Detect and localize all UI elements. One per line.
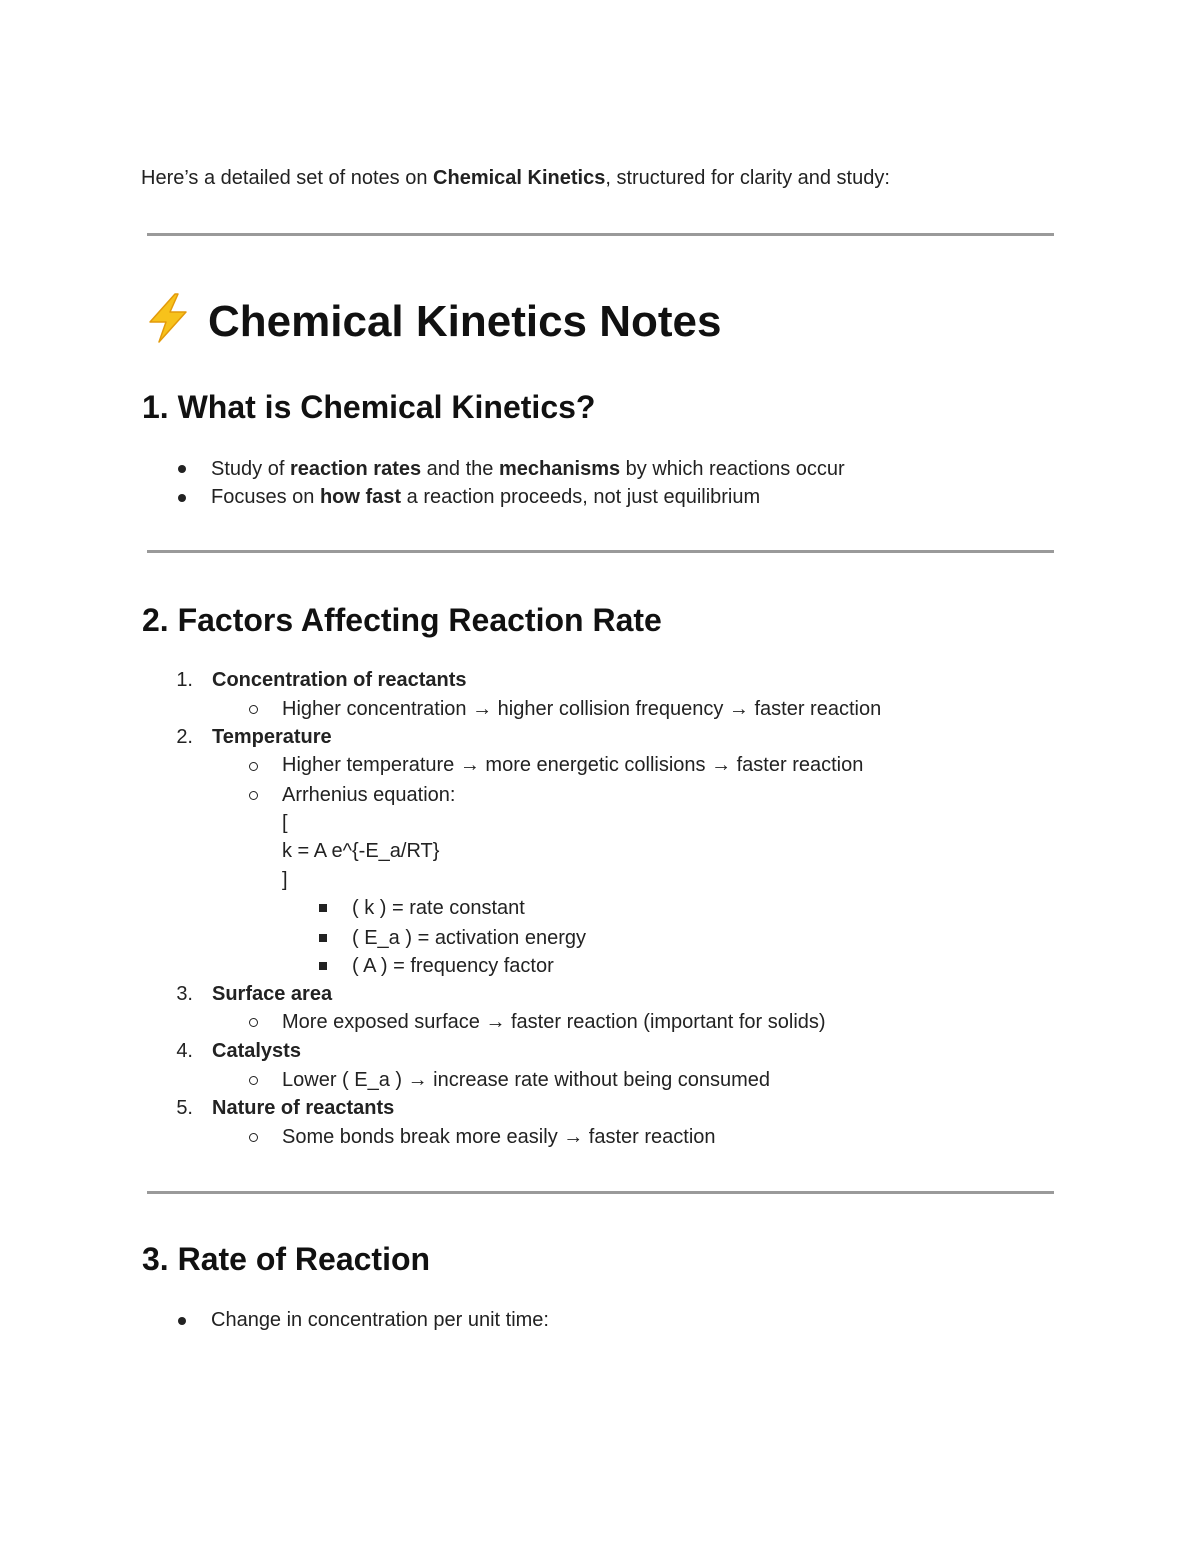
factor-label: Concentration of reactants [212,669,467,691]
bullet-square [319,934,327,942]
list-item: Focuses on how fast a reaction proceeds, not just equilibrium [211,486,761,508]
factor-label: Catalysts [212,1040,301,1062]
bullet-circle [249,705,258,714]
bullet-circle [249,1076,258,1085]
sub-item: Higher concentration → higher collision frequency → faster reaction [282,698,882,720]
sub-item: Higher temperature → more energetic collisions → faster reaction [282,754,864,776]
equation-line: ] [282,869,288,891]
list-number: 2. [176,726,193,748]
bullet-circle [249,1018,258,1027]
sub-item: Some bonds break more easily → faster reaction [282,1126,716,1148]
term-item: ( k ) = rate constant [352,897,525,919]
list-number: 3. [176,983,193,1005]
equation-line: [ [282,812,288,834]
horizontal-rule [147,1191,1054,1194]
section-2-heading: 2. Factors Affecting Reaction Rate [142,602,662,638]
horizontal-rule [147,550,1054,553]
sub-item: Lower ( E_a ) → increase rate without being consumed [282,1069,771,1091]
list-item: Change in concentration per unit time: [211,1309,549,1331]
bullet-disc [178,465,186,473]
section-1-heading: 1. What is Chemical Kinetics? [142,389,596,425]
bullet-square [319,962,327,970]
page-title-text: Chemical Kinetics Notes [208,297,722,346]
sub-item: More exposed surface → faster reaction (important for solids) [282,1011,826,1033]
intro-bold: Chemical Kinetics [433,167,606,189]
term-item: ( A ) = frequency factor [352,955,554,977]
intro-paragraph [141,166,890,190]
section-3-heading: 3. Rate of Reaction [142,1241,431,1277]
intro-suffix: , structured for clarity and study: [605,167,890,189]
bullet-circle [249,791,258,800]
horizontal-rule [147,233,1054,236]
term-item: ( E_a ) = activation energy [352,927,587,949]
high-voltage-icon [142,292,194,344]
list-item: Study of reaction rates and the mechanisms by which reactions occur [211,458,845,480]
list-number: 4. [176,1040,193,1062]
factor-label: Surface area [212,983,333,1005]
list-number: 1. [176,669,193,691]
sub-item: Arrhenius equation: [282,784,456,806]
factor-label: Nature of reactants [212,1097,395,1119]
list-number: 5. [176,1097,193,1119]
bullet-square [319,904,327,912]
page-title [142,292,722,350]
equation-line: k = A e^{-E_a/RT} [282,840,440,862]
intro-prefix: Here’s a detailed set of notes on [141,167,434,189]
bullet-circle [249,762,258,771]
bullet-disc [178,1317,186,1325]
bullet-circle [249,1133,258,1142]
bullet-disc [178,494,186,502]
factor-label: Temperature [212,726,332,748]
